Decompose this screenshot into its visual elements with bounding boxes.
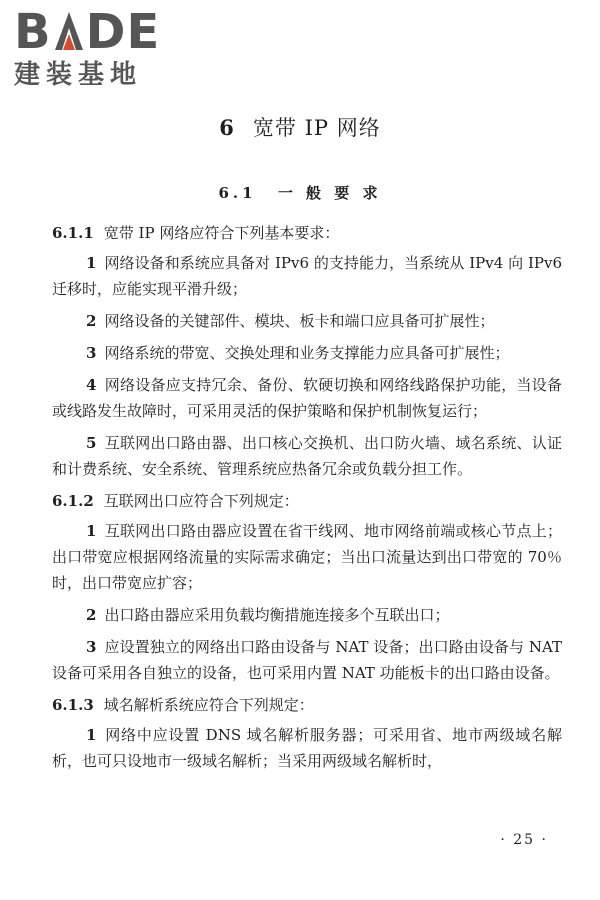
- logo-chinese: 建装基地: [14, 60, 143, 90]
- list-item: [52, 518, 562, 596]
- list-item: [52, 308, 562, 334]
- list-item: [52, 340, 562, 366]
- clause: [52, 488, 562, 514]
- section-title: [0, 182, 600, 203]
- item-number: 1: [86, 726, 97, 744]
- clause-text: 互联网出口应符合下列规定：: [103, 492, 299, 510]
- clause-number: 6.1.3: [52, 696, 94, 714]
- item-text: 网络设备和系统应具备对 IPv6 的支持能力，当系统从 IPv4 向 IPv6 迁移时，应能实现平滑升级；: [52, 254, 562, 298]
- item-text: 互联网出口路由器、出口核心交换机、出口防火墙、域名系统、认证和计费系统、安全系统、管理系统应热备冗余或负载分担工作。: [52, 434, 562, 478]
- logo: [14, 6, 184, 92]
- list-item: [52, 634, 562, 686]
- clause-number: 6.1.1: [52, 224, 94, 242]
- item-number: 1: [86, 522, 97, 540]
- item-text: 应设置独立的网络出口路由设备与 NAT 设备；出口路由设备与 NAT 设备可采用各自独立的设备，也可采用内置 NAT 功能板卡的出口路由设备。: [52, 638, 562, 682]
- item-number: 2: [86, 312, 97, 330]
- chapter-title: [0, 112, 600, 142]
- logo-wordmark: [14, 6, 184, 58]
- item-text: 网络设备应支持冗余、备份、软硬切换和网络线路保护功能，当设备或线路发生故障时，可采用灵活的保护策略和保护机制恢复运行；: [52, 376, 562, 420]
- clause: [52, 692, 562, 718]
- logo-a-mark-icon: [52, 10, 86, 50]
- item-number: 3: [86, 344, 97, 362]
- page-number: · 25 ·: [500, 832, 548, 848]
- clause: [52, 220, 562, 246]
- item-number: 2: [86, 606, 97, 624]
- item-text: 出口路由器应采用负载均衡措施连接多个互联出口；: [104, 606, 450, 624]
- list-item: [52, 372, 562, 424]
- list-item: [52, 430, 562, 482]
- item-text: 网络系统的带宽、交换处理和业务支撑能力应具备可扩展性；: [104, 344, 510, 362]
- clause-text: 宽带 IP 网络应符合下列基本要求：: [103, 224, 340, 242]
- item-number: 1: [86, 254, 97, 272]
- item-number: 4: [86, 376, 97, 394]
- document-body: [52, 220, 562, 780]
- item-text: 互联网出口路由器应设置在省干线网、地市网络前端或核心节点上；出口带宽应根据网络流量的实际需求确定；当出口流量达到出口带宽的 70％时，出口带宽应扩容；: [52, 522, 562, 592]
- logo-letters-de: DE: [85, 4, 161, 60]
- clause-number: 6.1.2: [52, 492, 94, 510]
- clause-text: 域名解析系统应符合下列规定：: [103, 696, 314, 714]
- item-text: 网络中应设置 DNS 域名解析服务器；可采用省、地市两级域名解析，也可只设地市一级域名解析；当采用两级域名解析时，: [52, 726, 562, 770]
- chapter-number: 6: [219, 115, 235, 140]
- list-item: [52, 602, 562, 628]
- section-number: 6.1: [218, 184, 257, 202]
- item-text: 网络设备的关键部件、模块、板卡和端口应具备可扩展性；: [104, 312, 495, 330]
- logo-letter-b: B: [14, 4, 52, 60]
- list-item: [52, 722, 562, 774]
- item-number: 3: [86, 638, 97, 656]
- item-number: 5: [86, 434, 97, 452]
- chapter-title-text: 宽带 IP 网络: [252, 116, 381, 140]
- section-title-text: 一 般 要 求: [277, 184, 382, 202]
- list-item: [52, 250, 562, 302]
